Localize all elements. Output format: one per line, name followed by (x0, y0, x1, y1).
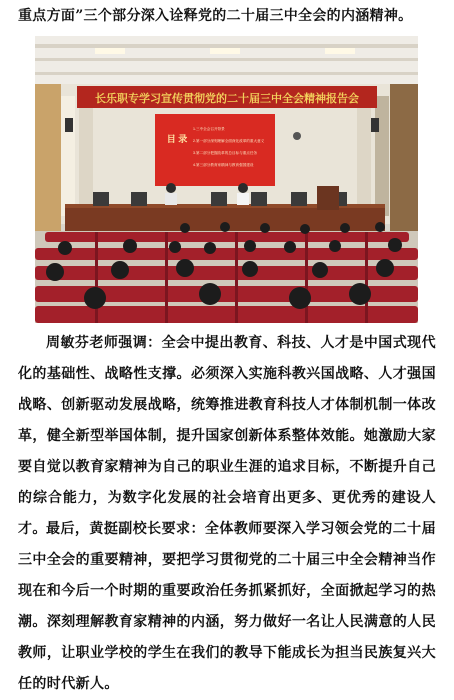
paragraph (18, 514, 436, 700)
intro-tail-text: 重点方面”三个部分深入诠释党的二十届三中全会的内涵精神。 (18, 8, 413, 24)
paragraph-text: 周敏芬老师强调：全会中提出教育、科技、人才是中国式现代化的基础性、战略性支撑。必须深入实施科教兴国战略、人才强国战略、创新驱动发展战略，统筹推进教育科技人才体制机制一体改革，健全新型举国体制，提升国家创新体系整体效能。她激励大家要自觉以教育家精神为自己的职业生涯的追求目标，不断提升自己的综合能力，为数字化发展的社会培育出更多、更优秀的建设人才。 (18, 335, 436, 537)
screen-item: 2.第一部分深刻理解全面深化改革的重大意义 (193, 139, 265, 143)
meeting-photo (35, 36, 418, 323)
paragraph (18, 328, 436, 545)
paragraph-text: 最后，黄挺副校长要求：全体教师要深入学习领会党的二十届三中全会的重要精神，要把学习贯彻党的二十届三中全会精神当作现在和今后一个时期的重要政治任务抓紧抓好，全面掀起学习的热潮。深刻理解教育家精神的内涵，努力做好一名让人民满意的人民教师，让职业学校的学生在我们的教导下能成长为担当民族复兴大任的时代新人。 (18, 521, 436, 692)
screen-item: 3.第二部分把握改革的总目标与重点任务 (193, 151, 258, 155)
projection-screen (155, 114, 275, 186)
screen-title: 目 录 (166, 134, 188, 144)
banner-text: 长乐职专学习宣传贯彻党的二十届三中全会精神报告会 (95, 93, 359, 105)
screen-item: 4.第三部分教育家精神与教育强国建设 (193, 163, 254, 167)
screen-item: 1.三中全会召开背景 (193, 127, 225, 131)
